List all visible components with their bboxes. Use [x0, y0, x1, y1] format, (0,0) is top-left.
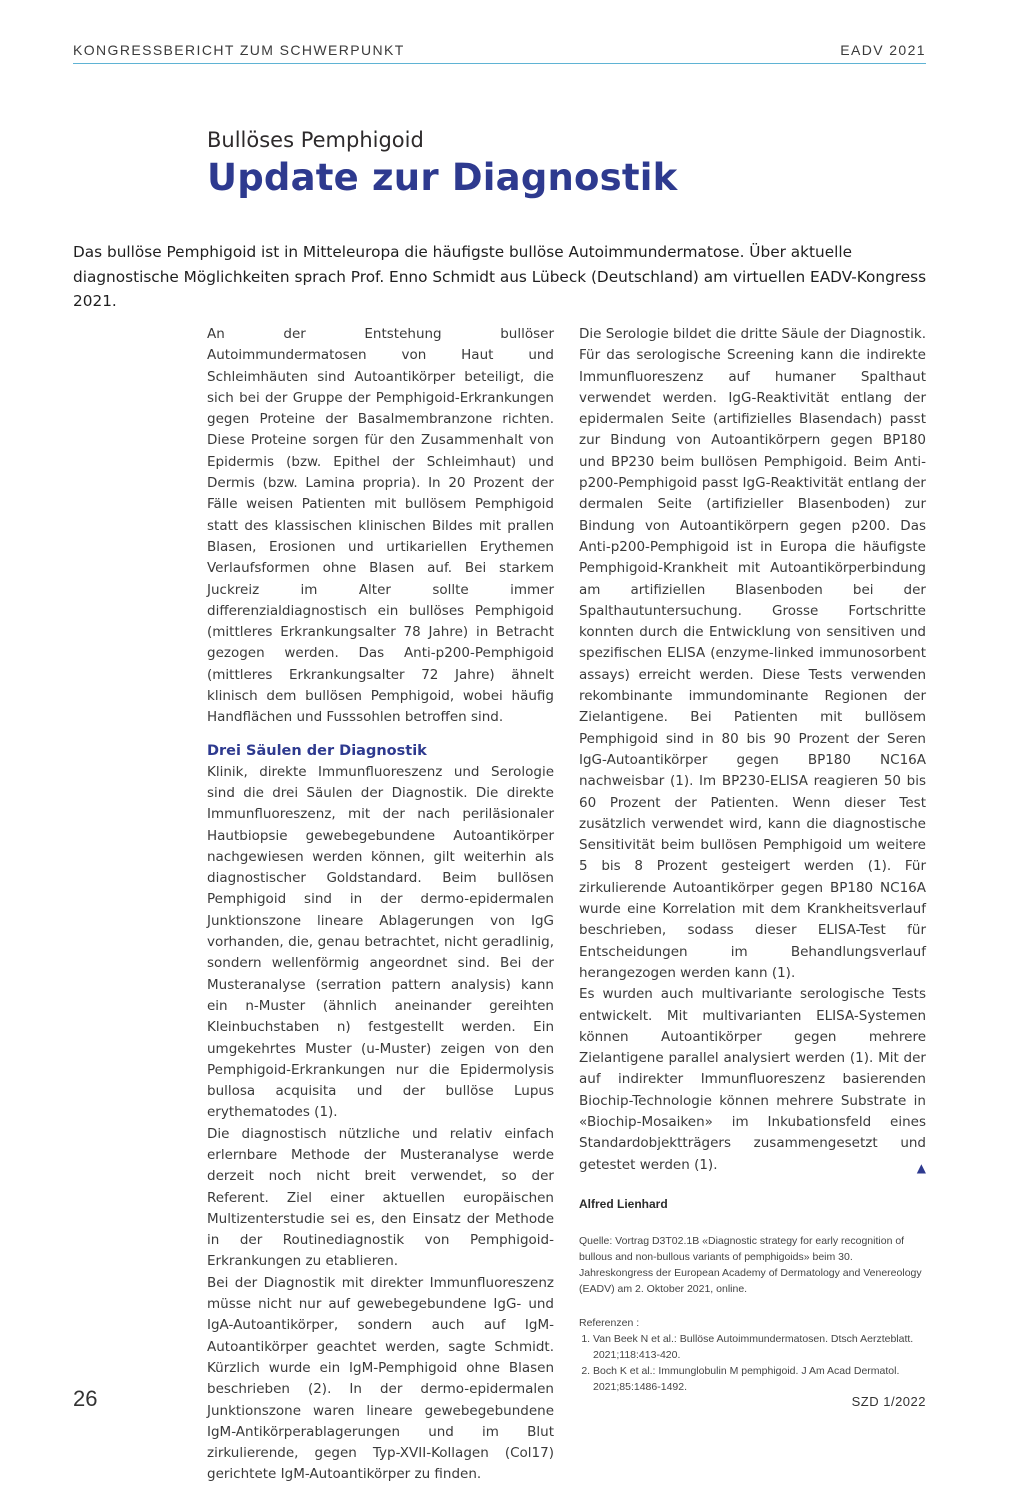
paragraph: Die Serologie bildet die dritte Säule der Diagnostik. Für das serologische Screening kann die indirekte Immunfluoreszenz auf humaner Spalthaut verwendet werden. IgG-Reaktivität entlang der epidermalen Seite (artifizielles Blasendach) passt zur Bindung von Autoantikörpern gegen BP180 und BP230 beim bullösen Pemphigoid. Beim Anti-p200-Pemphigoid passt IgG-Reaktivität entlang der dermalen Seite (artifizieller Blasenboden) zur Bindung von Autoantikörpern gegen p200. Das Anti-p200-Pemphigoid ist in Europa die häufigste Pemphigoid-Krankheit mit Autoantikörperbindung am artifiziellen Blasenboden bei der Spalthautuntersuchung. Grosse Fortschritte konnten durch die Entwicklung von sensitiven und spezifischen ELISA (enzyme-linked immunosorbent assays) erreicht werden. Diese Tests verwenden rekombinante immundominante Regionen der Zielantigene. Bei Patienten mit bullösem Pemphigoid sind in 80 bis 90 Prozent der Seren IgG-Autoantikörper gegen BP180 NC16A nachweisbar (1). Im BP230-ELISA reagieren 50 bis 60 Prozent der Patienten. Wenn dieser Test zusätzlich verwendet wird, kann die diagnostische Sensitivität beim bullösen Pemphigoid um weitere 5 bis 8 Prozent gesteigert werden (1). Für zirkulierende Autoantikörper gegen BP180 NC16A wurde eine Korrelation mit dem Krankheitsverlauf beschrieben, sodass dieser ELISA-Test für Entscheidungen im Behandlungsverlauf herangezogen werden kann (1). [579, 326, 927, 981]
paragraph: Klinik, direkte Immunfluoreszenz und Serologie sind die drei Säulen der Diagnostik. Die direkte Immunfluoreszenz, mit der nach periläsionaler Hautbiopsie gewebegebundene Autoantikörper nachgewiesen werden können, gilt weiterhin als diagnostischer Goldstandard. Beim bullösen Pemphigoid sind in der dermo-epidermalen Junktionszone lineare Ablagerungen von IgG vorhanden, die, genau betrachtet, nicht geradlinig, sondern wellenförmig angeordnet sind. Bei der Musteranalyse (serration pattern analysis) kann ein n-Muster (ähnlich aneinander gereihten Kleinbuchstaben n) festgestellt werden. Ein umgekehrtes Muster (u-Muster) zeigen von den Pemphigoid-Erkrankungen nur die Epidermolysis bullosa acquisita und der bullöse Lupus erythematodes (1). [207, 763, 554, 1121]
paragraph-text: Es wurden auch multivariante serologische Tests entwickelt. Mit multivarianten ELISA-Systemen können Autoantikörper gegen mehrere Zielantigene parallel analysiert werden (1). Mit der auf indirekter Immunfluoreszenz basierenden Biochip-Technologie können mehrere Substrate in «Biochip-Mosaiken» im Inkubationsfeld eines Standardobjektträgers zusammengesetzt und getestet werden (1). [579, 986, 926, 1173]
running-header-section: KONGRESSBERICHT ZUM SCHWERPUNKT [73, 42, 405, 58]
article-lead: Das bullöse Pemphigoid ist in Mitteleuropa die häufigste bullöse Autoimmundermatose. Über aktuelle diagnostische Möglichkeiten sprach Prof. Enno Schmidt aus Lübeck (Deutschland) am virtuellen EADV-Kongress 2021. [73, 243, 927, 310]
running-header-event: EADV 2021 [840, 42, 926, 58]
author: Alfred Lienhard [579, 1196, 668, 1211]
paragraph: Die diagnostisch nützliche und relativ einfach erlernbare Methode der Musteranalyse werde derzeit noch nicht breit verwendet, so der Referent. Ziel einer aktuellen europäischen Multizenterstudie sei es, den Einsatz der Methode in der Routinediagnostik von Pemphigoid-Erkrankungen zu etablieren. [207, 1125, 554, 1270]
reference-item: 2. Boch K et al.: Immunglobulin M pemphigoid. J Am Acad Dermatol. 2021;85:1486-1492. [593, 1363, 926, 1395]
references [579, 1315, 926, 1395]
title-block [207, 128, 677, 199]
article-title: Update zur Diagnostik [207, 156, 678, 199]
column-left [207, 324, 554, 1486]
paragraph: An der Entstehung bullöser Autoimmundermatosen von Haut und Schleimhäuten sind Autoantikörper beteiligt, die sich bei der Gruppe der Pemphigoid-Erkrankungen gegen Proteine der Basalmembranzone richten. Diese Proteine sorgen für den Zusammenhalt von Epidermis (bzw. Epithel der Schleimhaut) und Dermis (bzw. Lamina propria). In 20 Prozent der Fälle weisen Patienten mit bullösem Pemphigoid statt des klassischen klinischen Bildes mit prallen Blasen, Erosionen und urtikariellen Erythemen Verlaufsformen ohne Blasen auf. Bei starkem Juckreiz im Alter sollte immer differenzialdiagnostisch ein bullöses Pemphigoid (mittleres Erkrankungsalter 78 Jahre) in Betracht gezogen werden. Das Anti-p200-Pemphigoid (mittleres Erkrankungsalter 72 Jahre) ähnelt klinisch dem bullösen Pemphigoid, wobei häufig Handflächen und Fusssohlen betroffen sind. [207, 326, 554, 726]
reference-item: 1. Van Beek N et al.: Bullöse Autoimmundermatosen. Dtsch Aerzteblatt. 2021;118:413-420. [593, 1331, 926, 1363]
page-number: 26 [73, 1386, 98, 1411]
references-list [579, 1331, 926, 1395]
section-heading: Drei Säulen der Diagnostik [207, 742, 427, 759]
paragraph: Bei der Diagnostik mit direkter Immunfluoreszenz müsse nicht nur auf gewebegebundene IgG- und IgA-Autoantikörper, sondern auch auf IgM-Autoantikörper geachtet werden, sagte Schmidt. Kürzlich wurde ein IgM-Pemphigoid ohne Blasen beschrieben (2). In der dermo-epidermalen Junktionszone waren lineare gewebegebundene IgM-Antikörperablagerungen und im Blut zirkulierende, gegen Typ-XVII-Kollagen (Col17) gerichtete IgM-Autoantikörper zu finden. [207, 1274, 554, 1483]
column-right [579, 324, 926, 1395]
article-kicker: Bullöses Pemphigoid [207, 128, 424, 152]
issue-label: SZD 1/2022 [851, 1394, 926, 1409]
references-label: Referenzen : [579, 1317, 640, 1330]
end-triangle-icon: ▲ [916, 1160, 926, 1175]
paragraph [579, 984, 926, 1176]
source-note: Quelle: Vortrag D3T02.1B «Diagnostic strategy for early recognition of bullous and non-bullous variants of pemphigoids» beim 30. Jahreskongress der European Academy of Dermatology and Venereology (EADV) am 2. Oktober 2021, online. [579, 1235, 922, 1296]
header-rule [73, 63, 926, 64]
